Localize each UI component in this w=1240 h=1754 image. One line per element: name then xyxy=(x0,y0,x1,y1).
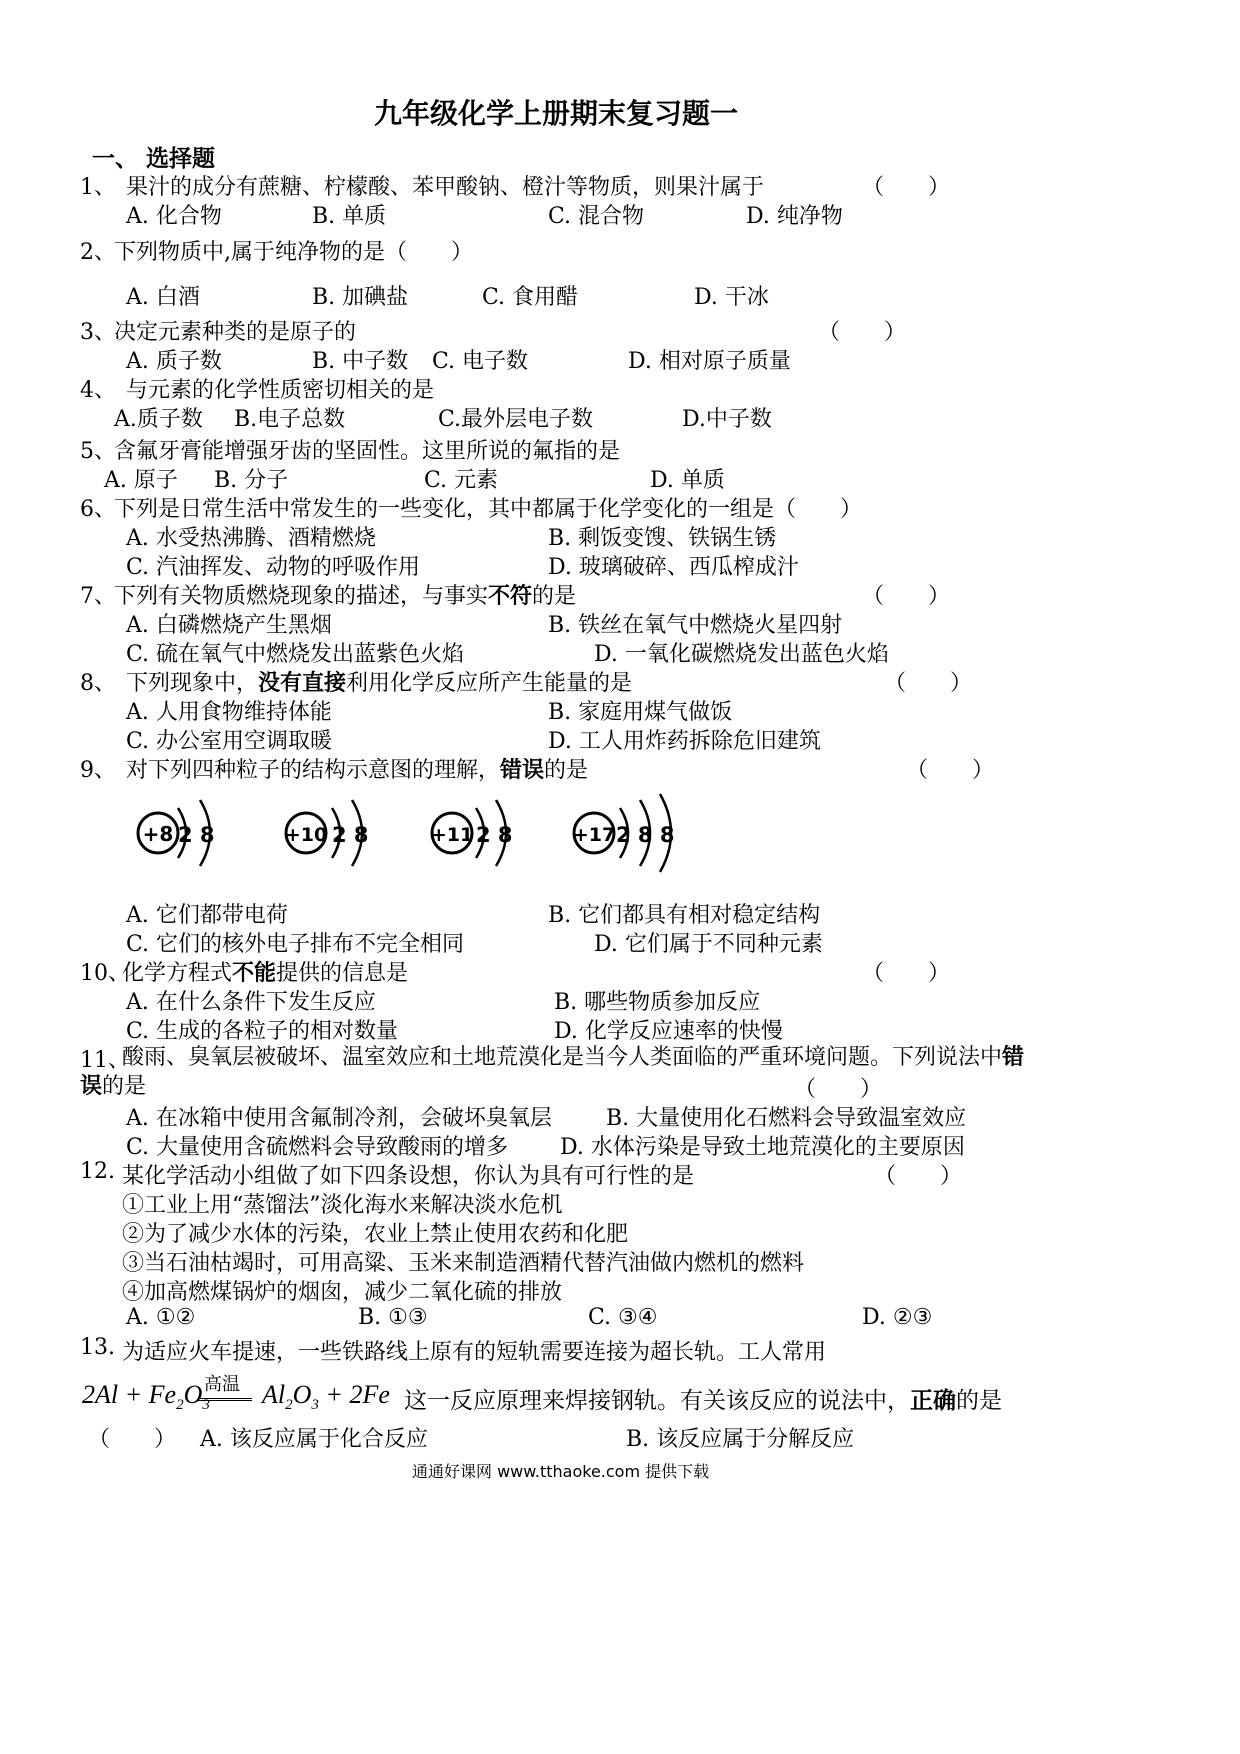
answer-blank: （ ） xyxy=(862,175,951,200)
shell-electrons: 2 8 xyxy=(332,823,369,847)
option: A. 原子 xyxy=(104,468,178,493)
answer-blank: （ ） xyxy=(874,1164,963,1189)
question-4-stem: 与元素的化学性质密切相关的是 xyxy=(126,378,435,403)
question-2-stem: 下列物质中,属于纯净物的是（ ） xyxy=(114,240,473,265)
question-13-number: 13. xyxy=(80,1335,115,1360)
question-6-number: 6、 xyxy=(80,497,116,522)
question-3-number: 3、 xyxy=(80,320,116,345)
option: A. ①② xyxy=(126,1305,196,1330)
question-1-stem: 果汁的成分有蔗糖、柠檬酸、苯甲酸钠、橙汁等物质，则果汁属于 xyxy=(126,175,765,200)
option: B. 哪些物质参加反应 xyxy=(554,990,761,1015)
answer-blank: （ ） xyxy=(862,584,951,609)
chemical-equation-products: $Al_2O_3 + 2Fe$ xyxy=(262,1380,390,1414)
option: C. 硫在氧气中燃烧发出蓝紫色火焰 xyxy=(126,642,465,667)
answer-blank: （ ） xyxy=(88,1427,177,1452)
answer-blank: （ ） xyxy=(818,320,907,345)
option: D. 玻璃破碎、西瓜榨成汁 xyxy=(548,555,799,580)
option: A. 该反应属于化合反应 xyxy=(200,1427,428,1452)
equals-sign xyxy=(198,1398,252,1401)
question-13-stem-continued: 这一反应原理来焊接钢轨。有关该反应的说法中，正确的是 xyxy=(404,1387,1002,1414)
question-11-number: 11、 xyxy=(80,1048,130,1073)
option: D. 单质 xyxy=(650,468,725,493)
option: A. 在冰箱中使用含氟制冷剂，会破坏臭氧层 xyxy=(126,1106,552,1131)
question-3-stem: 决定元素种类的是原子的 xyxy=(114,320,357,345)
reaction-condition: 高温 xyxy=(204,1374,240,1395)
answer-blank: （ ） xyxy=(862,961,951,986)
option: A. 它们都带电荷 xyxy=(126,903,288,928)
option: C. 汽油挥发、动物的呼吸作用 xyxy=(126,555,421,580)
option: B. 中子数 xyxy=(312,349,409,374)
option: A. 化合物 xyxy=(126,204,222,229)
option: B. 它们都具有相对稳定结构 xyxy=(548,903,821,928)
option: C. 办公室用空调取暖 xyxy=(126,729,333,754)
footer-credit: 通通好课网 www.tthaoke.com 提供下载 xyxy=(412,1462,710,1481)
option: C. 大量使用含硫燃料会导致酸雨的增多 xyxy=(126,1135,509,1160)
question-13-stem: 为适应火车提速，一些铁路线上原有的短轨需要连接为超长轨。工人常用 xyxy=(122,1340,827,1365)
option: D. 纯净物 xyxy=(746,204,843,229)
nucleus-charge: +11 xyxy=(430,824,474,846)
option: C. 混合物 xyxy=(548,204,645,229)
nucleus-charge: +10 xyxy=(284,824,328,846)
atom-diagram-3 xyxy=(431,800,513,866)
option: B. 铁丝在氧气中燃烧火星四射 xyxy=(548,613,843,638)
nucleus-charge: +8 xyxy=(142,822,174,846)
question-10-stem: 化学方程式不能提供的信息是 xyxy=(122,960,409,986)
question-7-number: 7、 xyxy=(80,584,116,609)
option: D. 相对原子质量 xyxy=(628,349,791,374)
answer-blank: （ ） xyxy=(884,671,973,696)
option: A. 质子数 xyxy=(126,349,222,374)
question-8-number: 8、 xyxy=(80,671,116,696)
option: B. 加碘盐 xyxy=(312,285,409,310)
atom-diagram-1 xyxy=(138,800,215,866)
question-12-stem: 某化学活动小组做了如下四条设想，你认为具有可行性的是 xyxy=(122,1164,695,1189)
shell-electrons: 2 8 8 xyxy=(616,823,675,847)
option: D. 它们属于不同种元素 xyxy=(594,932,823,957)
option: A.质子数 xyxy=(114,407,203,432)
option: A. 白酒 xyxy=(126,285,200,310)
option: D. 一氧化碳燃烧发出蓝色火焰 xyxy=(594,642,889,667)
option: C. 电子数 xyxy=(432,349,529,374)
question-1-number: 1、 xyxy=(80,175,116,200)
option: C. 食用醋 xyxy=(482,285,579,310)
atom-diagram-4 xyxy=(573,794,675,872)
question-5-stem: 含氟牙膏能增强牙齿的坚固性。这里所说的氟指的是 xyxy=(114,439,621,464)
section-heading: 一、 选择题 xyxy=(92,145,216,172)
chemical-equation: $2Al + Fe_2O_3$ xyxy=(82,1380,210,1414)
page-title: 九年级化学上册期末复习题一 xyxy=(374,97,739,130)
option: D. 干冰 xyxy=(694,285,769,310)
answer-blank: （ ） xyxy=(906,758,995,783)
option: A. 水受热沸腾、酒精燃烧 xyxy=(126,526,376,551)
question-12-number: 12. xyxy=(80,1159,115,1184)
question-6-stem: 下列是日常生活中常发生的一些变化，其中都属于化学变化的一组是（ ） xyxy=(114,497,863,522)
option: B. ①③ xyxy=(358,1305,428,1330)
option: C.最外层电子数 xyxy=(438,407,594,432)
question-2-number: 2、 xyxy=(80,240,116,265)
list-item: ②为了减少水体的污染，农业上禁止使用农药和化肥 xyxy=(122,1222,629,1247)
option: B. 分子 xyxy=(214,468,289,493)
option: D.中子数 xyxy=(682,407,772,432)
option: D. ②③ xyxy=(862,1305,933,1330)
option: B. 单质 xyxy=(312,204,387,229)
question-11-stem: 酸雨、臭氧层被破坏、温室效应和土地荒漠化是当今人类面临的严重环境问题。下列说法中错误的是 xyxy=(80,1044,1025,1099)
option: B.电子总数 xyxy=(234,407,346,432)
option: D. 化学反应速率的快慢 xyxy=(554,1019,783,1044)
option: B. 家庭用煤气做饭 xyxy=(548,700,733,725)
question-4-number: 4、 xyxy=(80,378,116,403)
question-8-stem: 下列现象中，没有直接利用化学反应所产生能量的是 xyxy=(126,670,633,696)
nucleus-charge: +17 xyxy=(572,824,616,846)
option: A. 白磷燃烧产生黑烟 xyxy=(126,613,332,638)
atom-diagram-2 xyxy=(285,800,369,866)
option: D. 水体污染是导致土地荒漠化的主要原因 xyxy=(560,1135,965,1160)
option: B. 大量使用化石燃料会导致温室效应 xyxy=(606,1106,967,1131)
shell-electrons: 2 8 xyxy=(178,823,215,847)
option: C. ③④ xyxy=(588,1305,658,1330)
option: A. 在什么条件下发生反应 xyxy=(126,990,376,1015)
question-9-number: 9、 xyxy=(80,758,116,783)
option: B. 该反应属于分解反应 xyxy=(626,1427,855,1452)
option: D. 工人用炸药拆除危旧建筑 xyxy=(548,729,821,754)
list-item: ④加高燃煤锅炉的烟囱，减少二氧化硫的排放 xyxy=(122,1280,563,1305)
option: A. 人用食物维持体能 xyxy=(126,700,332,725)
question-9-stem: 对下列四种粒子的结构示意图的理解，错误的是 xyxy=(126,757,589,783)
question-5-number: 5、 xyxy=(80,439,116,464)
option: C. 元素 xyxy=(424,468,499,493)
question-10-number: 10、 xyxy=(80,961,130,986)
list-item: ③当石油枯竭时，可用高粱、玉米来制造酒精代替汽油做内燃机的燃料 xyxy=(122,1251,805,1276)
option: C. 它们的核外电子排布不完全相同 xyxy=(126,932,465,957)
option: C. 生成的各粒子的相对数量 xyxy=(126,1019,399,1044)
atom-structure-diagrams xyxy=(120,780,720,890)
question-7-stem: 下列有关物质燃烧现象的描述，与事实不符的是 xyxy=(114,583,577,609)
option: B. 剩饭变馊、铁锅生锈 xyxy=(548,526,777,551)
shell-electrons: 2 8 xyxy=(476,823,513,847)
list-item: ①工业上用“蒸馏法”淡化海水来解决淡水危机 xyxy=(122,1193,563,1218)
answer-blank: （ ） xyxy=(794,1077,883,1102)
